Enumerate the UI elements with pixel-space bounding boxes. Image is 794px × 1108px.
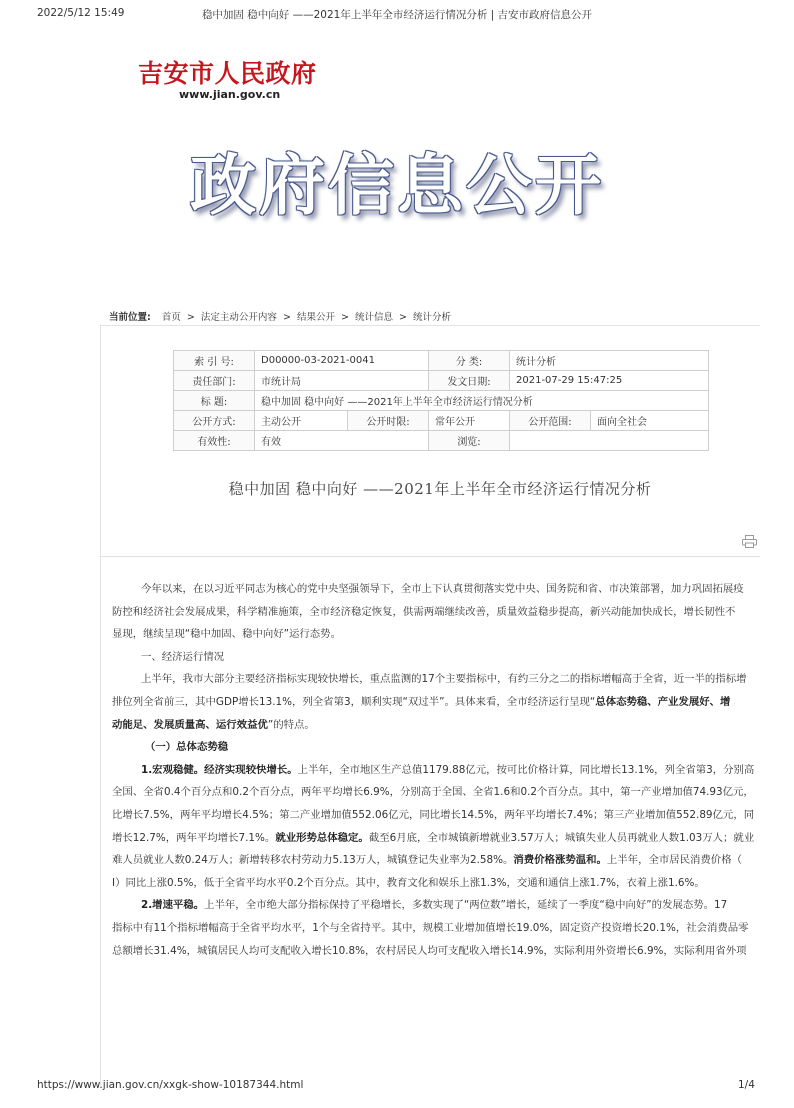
meta-label: 浏览:	[429, 431, 510, 451]
meta-validity: 有效	[255, 431, 429, 451]
text-run: 增长12.7%，两年平均增长7.1%。	[112, 831, 276, 844]
meta-period: 常年公开	[429, 411, 510, 431]
meta-dept: 市统计局	[255, 371, 429, 391]
document-meta-table	[173, 350, 709, 451]
paragraph-line: 显现，继续呈现“稳中加固、稳中向好”运行态势。	[112, 628, 341, 641]
breadcrumb-label: 当前位置:	[109, 312, 151, 323]
meta-index-no: D00000-03-2021-0041	[255, 351, 429, 371]
paragraph-line	[112, 691, 757, 714]
paragraph-line: 今年以来，在以习近平同志为核心的党中央坚强领导下，全市上下认真贯彻落实党中央、国务院和省、市决策部署，加力巩固拓展疫	[141, 583, 744, 595]
text-run-bold: 1.宏观稳健。经济实现较快增长。	[141, 763, 298, 776]
article-body	[112, 578, 772, 962]
meta-date: 2021-07-29 15:47:25	[510, 371, 709, 391]
article-title: 稳中加固 稳中向好 ——2021年上半年全市经济运行情况分析	[228, 480, 652, 498]
meta-scope: 面向全社会	[591, 411, 709, 431]
meta-label: 分 类:	[429, 351, 510, 371]
print-datetime: 2022/5/12 15:49	[37, 7, 125, 19]
text-run-bold: 2.增速平稳。	[141, 899, 205, 912]
meta-row	[174, 351, 709, 371]
text-run-bold: 总体态势稳、产业发展好、增	[595, 695, 731, 708]
meta-label: 索 引 号:	[174, 351, 255, 371]
meta-category: 统计分析	[510, 351, 709, 371]
breadcrumb	[109, 309, 451, 323]
title-divider	[100, 556, 760, 557]
text-run: 上半年，全市绝大部分指标保持了平稳增长，多数实现了“两位数”增长，延续了一季度“稳中向好”的发展态势。17	[204, 899, 728, 912]
paragraph-line	[112, 849, 757, 872]
paragraph-line: I）同比上涨0.5%，低于全省平均水平0.2个百分点。其中，教育文化和娱乐上涨1.3%，交通和通信上涨1.7%，衣着上涨1.6%。	[112, 876, 705, 889]
print-footer-page: 1/4	[738, 1079, 755, 1091]
text-run-bold: 消费价格涨势温和。	[513, 854, 607, 867]
meta-mode: 主动公开	[255, 411, 348, 431]
meta-title: 稳中加固 稳中向好 ——2021年上半年全市经济运行情况分析	[255, 391, 709, 411]
text-run: 难人员就业人数0.24万人；新增转移农村劳动力5.13万人，城镇登记失业率为2.58%。	[112, 854, 514, 867]
paragraph-line	[112, 714, 757, 737]
meta-row	[174, 411, 709, 431]
paragraph-line: 比增长7.5%，两年平均增长4.5%；第二产业增加值552.06亿元，同比增长14.5%，两年平均增长7.4%；第三产业增加值552.89亿元，同	[112, 808, 755, 821]
meta-label: 责任部门:	[174, 371, 255, 391]
text-run: 排位列全省前三，其中GDP增长13.1%，列全省第3，顺利实现“双过半”。具体来看，全市经济运行呈现“	[112, 695, 596, 708]
breadcrumb-separator: >	[282, 312, 291, 323]
site-logo-name[interactable]: 吉安市人民政府	[138, 59, 317, 88]
meta-label: 公开范围:	[510, 411, 591, 431]
breadcrumb-item-results[interactable]: 结果公开	[296, 312, 335, 323]
breadcrumb-item-statistics[interactable]: 统计信息	[354, 312, 393, 323]
meta-label: 标 题:	[174, 391, 255, 411]
printer-icon[interactable]	[742, 535, 757, 548]
meta-label: 公开时限:	[348, 411, 429, 431]
text-run: ”的特点。	[267, 718, 315, 731]
breadcrumb-item-home[interactable]: 首页	[161, 312, 181, 323]
meta-views	[510, 431, 709, 451]
meta-row	[174, 391, 709, 411]
content-border-left	[100, 325, 101, 1085]
breadcrumb-separator: >	[399, 312, 407, 323]
paragraph-line: 防控和经济社会发展成果，科学精准施策，全市经济稳定恢复，供需两端继续改善，质量效益稳步提高，新兴动能加快成长，增长韧性不	[112, 605, 736, 618]
breadcrumb-separator: >	[186, 312, 195, 323]
paragraph-line: 指标中有11个指标增幅高于全省平均水平，1个与全省持平。其中，规模工业增加值增长19.0%，固定资产投资增长20.1%，社会消费品零	[112, 921, 749, 934]
section-heading: 一、经济运行情况	[141, 650, 225, 663]
site-url[interactable]: www.jian.gov.cn	[179, 88, 281, 101]
text-run: 上半年，全市居民消费价格（	[606, 854, 742, 867]
paragraph-line	[112, 827, 757, 850]
breadcrumb-separator: >	[340, 312, 349, 323]
text-run: 截至6月底，全市城镇新增就业3.57万人；城镇失业人员再就业人数1.03万人；就业	[368, 831, 755, 844]
paragraph-line: 上半年，我市大部分主要经济指标实现较快增长，重点监测的17个主要指标中，有约三分之二的指标增幅高于全省，近一半的指标增	[141, 673, 747, 686]
text-run-bold: 就业形势总体稳定。	[275, 831, 369, 844]
meta-row	[174, 431, 709, 451]
paragraph-line: 全国、全省0.4个百分点和0.2个百分点，两年平均增长6.9%，分别高于全国、全省1.6和0.2个百分点。其中，第一产业增加值74.93亿元，	[112, 786, 754, 799]
print-footer-url: https://www.jian.gov.cn/xxgk-show-10187344.html	[37, 1079, 304, 1091]
meta-label: 公开方式:	[174, 411, 255, 431]
text-run: 上半年，全市地区生产总值1179.88亿元，按可比价格计算，同比增长13.1%，列全省第3，分别高	[297, 763, 755, 776]
meta-label: 发文日期:	[429, 371, 510, 391]
breadcrumb-item-statutory[interactable]: 法定主动公开内容	[200, 312, 277, 323]
paragraph-line: 总额增长31.4%，城镇居民人均可支配收入增长10.8%，农村居民人均可支配收入增长14.9%，实际利用外资增长6.9%，实际利用省外项	[112, 944, 747, 957]
paragraph-line	[112, 759, 757, 782]
meta-label: 有效性:	[174, 431, 255, 451]
text-run-bold: 动能足、发展质量高、运行效益优	[112, 718, 268, 731]
print-page-title: 稳中加固 稳中向好 ——2021年上半年全市经济运行情况分析 | 吉安市政府信息公开	[201, 9, 593, 21]
meta-row	[174, 371, 709, 391]
banner-title: 政府信息公开	[190, 147, 604, 224]
content-border-top	[100, 325, 760, 326]
breadcrumb-item-analysis[interactable]: 统计分析	[413, 312, 452, 323]
paragraph-line	[112, 894, 757, 917]
subsection-heading: （一）总体态势稳	[145, 741, 229, 754]
